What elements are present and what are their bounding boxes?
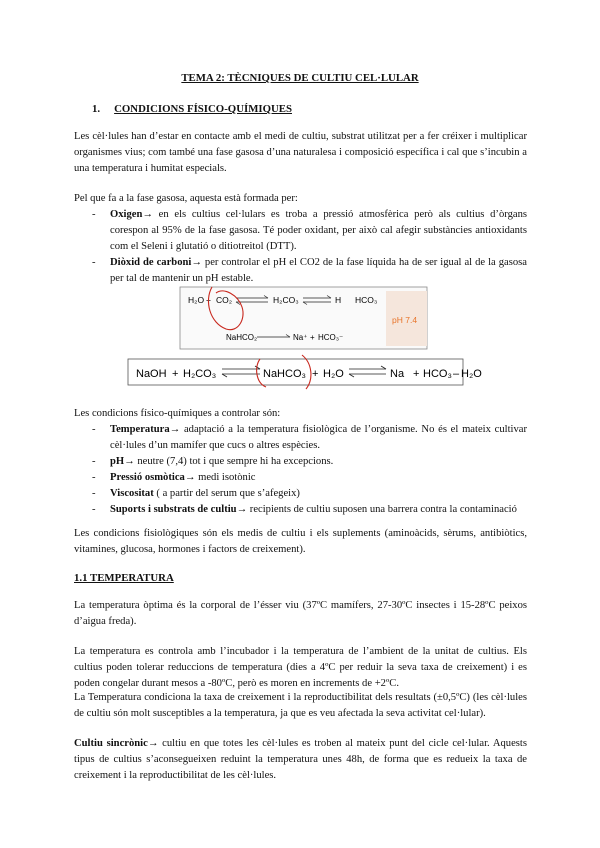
h2o-eq-label: H₂O xyxy=(323,368,344,380)
item-text: → recipients de cultiu suposen una barrera contra la contaminació xyxy=(236,504,517,515)
plus-sign: + xyxy=(312,368,319,380)
h2co3-eq-label: H₂CO₃ xyxy=(183,368,217,380)
hco3-eq-label: HCO₃ xyxy=(423,368,452,380)
plus-sign: + xyxy=(310,333,315,342)
subsection-heading: 1.1 TEMPERATURA xyxy=(74,572,174,584)
term-co2: Diòxid de carboni xyxy=(110,257,192,268)
co2-label: CO₂ xyxy=(216,295,233,305)
item-text: → en els cultius cel·lulars es troba a pressió atmosfèrica però als cultius d’òrgans corespon al 95% de la fase gasosa. Té poder oxidant, per això cal afegir substàncies antioxidants com el Seleni i glutatió o ditiotreitol (DTT). xyxy=(110,209,527,252)
h2co3-label: H₂CO₃ xyxy=(273,295,299,305)
plus-sign: + xyxy=(413,368,420,380)
ph-label: pH 7.4 xyxy=(392,315,418,325)
temp-paragraph-2: La temperatura es controla amb l’incubador i la temperatura de l’ambient de la unitat de cultius. Els cultius poden tolerar reduccions de temperatura (dies a 4ºC per reduir la seva taxa de creixement) i es poden congelar durant mesos a -80ºC, però es moren en increments de +2ºC. xyxy=(74,646,527,689)
phys-outro: Les condicions fisiològiques són els medis de cultiu i els suplements (aminoàcids, sèrums, antibiòtics, vitamines, glucosa, hormones i factors de creixement). xyxy=(74,528,527,555)
temp-paragraph-4 xyxy=(74,736,527,784)
plus-sign: + xyxy=(172,368,179,380)
intro-paragraph: Les cèl·lules han d’estar en contacte amb el medi de cultiu, substrat utilitzat per a fer créixer i multiplicar organismes vius; com també una fase gasosa d’una naturalesa i composició específica i cal que s’incubin a una temperatura i humitat especials. xyxy=(74,131,527,174)
list-item xyxy=(92,422,527,454)
hco3-label: HCO₃ xyxy=(355,295,378,305)
gas-intro: Pel que fa a la fase gasosa, aquesta està formada per: xyxy=(74,193,298,204)
section-heading xyxy=(92,103,292,115)
term-suports: Suports i substrats de cultiu xyxy=(110,504,237,515)
hco3-ion-label: HCO₃⁻ xyxy=(318,333,344,342)
term-cultiu-sincronic: Cultiu sincrònic xyxy=(74,738,148,749)
temp-paragraph-1: La temperatura òptima és la corporal de l’ésser viu (37ºC mamífers, 27-30ºC insectes i 15-28ºC peixos d’aigua freda). xyxy=(74,600,527,627)
naoh-label: NaOH xyxy=(136,368,167,380)
item-text: ( a partir del serum que s’afegeix) xyxy=(153,488,300,499)
temp-paragraph-3: La Temperatura condiciona la taxa de creixement i la reproductibilitat dels resultats (±0,5ºC) (les cèl·lules de cultiu són molt susceptibles a la temperatura, ja que es veu afectada la seva activitat cel·lular). xyxy=(74,692,527,719)
phys-intro: Les condicions físico-químiques a controlar són: xyxy=(74,408,281,419)
item-text: → neutre (7,4) tot i que sempre hi ha excepcions. xyxy=(124,456,334,467)
section-number: 1. xyxy=(92,103,101,115)
gas-list xyxy=(92,207,527,287)
page-title: TEMA 2: TÈCNIQUES DE CULTIU CEL·LULAR xyxy=(181,72,419,84)
item-text: → per controlar el pH el CO2 de la fase líquida ha de ser igual al de la gasosa per tal de mantenir un pH estable. xyxy=(110,257,527,284)
term-pressio: Pressió osmòtica xyxy=(110,472,185,483)
term-temperatura: Temperatura xyxy=(110,424,170,435)
item-text: → adaptació a la temperatura fisiològica de l’organisme. No és el mateix cultivar cèl·lules d’un mamífer que cucs o altres espècies. xyxy=(110,424,527,451)
minus-sign: – xyxy=(453,368,460,380)
buffer-diagram xyxy=(126,283,482,391)
section-title: CONDICIONS FÍSICO-QUÍMIQUES xyxy=(114,103,292,115)
term-oxigen: Oxigen xyxy=(110,209,143,220)
nahco3-label: NaHCO₃ xyxy=(263,368,306,380)
h2o-label: H₂O xyxy=(188,295,205,305)
paragraph-text: → cultiu en que totes les cèl·lules es troben al mateix punt del cicle cel·lular. Aquests tipus de cultius s’aconsegueixen reduint la temperatura unes 48h, de forma que es redueix la taxa de creixement i la reproductibilitat de les cèl·lules. xyxy=(74,738,527,781)
list-item xyxy=(92,207,527,255)
nahco2-label: NaHCO₂ xyxy=(226,333,258,342)
na-ion-label: Na⁺ xyxy=(293,333,308,342)
term-viscositat: Viscositat xyxy=(110,488,154,499)
h-label: H xyxy=(335,295,342,305)
list-item xyxy=(92,502,527,518)
item-text: → medi isotònic xyxy=(184,472,256,483)
list-item xyxy=(92,470,527,486)
list-item xyxy=(92,486,527,502)
term-ph: pH xyxy=(110,456,125,467)
h2o-eq-label: H₂O xyxy=(461,368,482,380)
conditions-list xyxy=(92,422,527,518)
na-eq-label: Na xyxy=(390,368,405,380)
list-item xyxy=(92,454,527,470)
plus-sign: + xyxy=(206,295,211,305)
